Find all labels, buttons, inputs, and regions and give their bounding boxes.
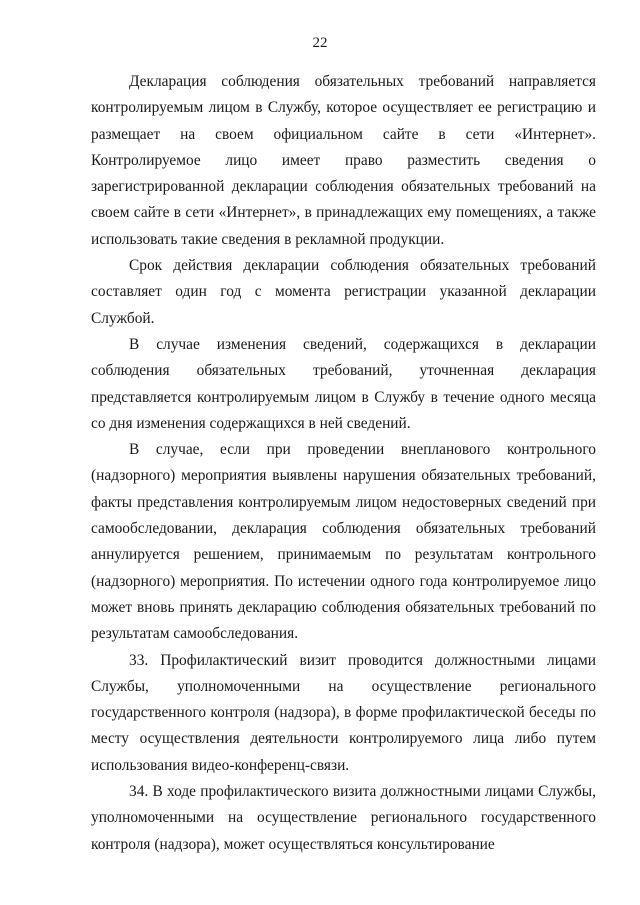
paragraph-declaration-validity: Срок действия декларации соблюдения обязательных требований составляет один год с момента регистрации указанной декларации Службой. xyxy=(91,257,596,327)
paragraph-declaration-registration: Декларация соблюдения обязательных требований направляется контролируемым лицом в Службу, которое осуществляет ее регистрацию и размещает на своем официальном сайте в сети «Интернет». Контролируемое лицо имеет право разместить сведения о зарегистрированной декларации соблюдения обязательных требований на своем сайте в сети «Интернет», в принадлежащих ему помещениях, а также использовать такие сведения в рекламной продукции. xyxy=(91,73,596,248)
paragraph-declaration-update: В случае изменения сведений, содержащихся в декларации соблюдения обязательных требований, уточненная декларация представляется контролируемым лицом в Службу в течение одного месяца со дня изменения содержащихся в ней сведений. xyxy=(91,335,596,432)
paragraph-declaration-annulment: В случае, если при проведении внепланового контрольного (надзорного) мероприятия выявлены нарушения обязательных требований, факты представления контролируемым лицом недостоверных сведений при самообследовании, декларация соблюдения обязательных требований аннулируется решением, принимаемым по результатам контрольного (надзорного) мероприятия. По истечении одного года контролируемое лицо может вновь принять декларацию соблюдения обязательных требований по результатам самообследования. xyxy=(91,441,596,643)
document-body xyxy=(91,69,596,858)
paragraph-clause-33: 33. Профилактический визит проводится должностными лицами Службы, уполномоченными на осуществление регионального государственного контроля (надзора), в форме профилактической беседы по месту осуществления деятельности контролируемого лица либо путем использования видео-конференц-связи. xyxy=(91,651,596,774)
page-number: 22 xyxy=(312,35,328,51)
paragraph-clause-34: 34. В ходе профилактического визита должностными лицами Службы, уполномоченными на осуществление регионального государственного контроля (надзора), может осуществляться консультирование xyxy=(91,783,596,853)
